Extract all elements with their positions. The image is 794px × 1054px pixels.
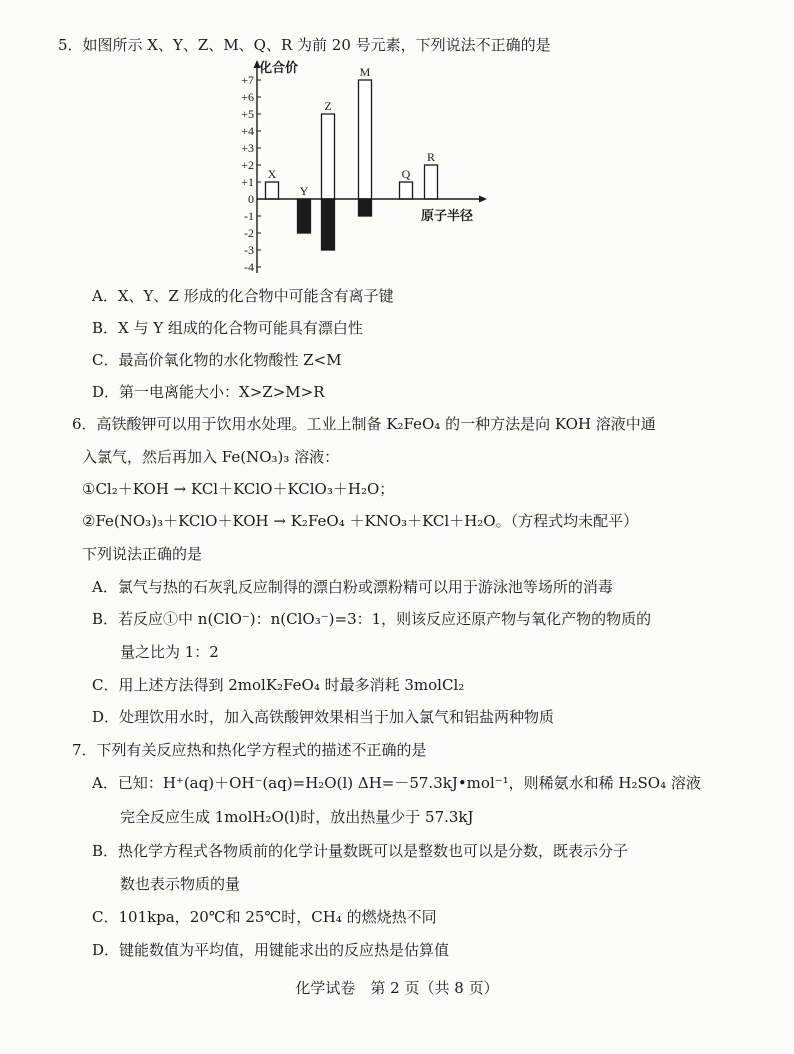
element-label-Z: Z <box>324 99 332 113</box>
q6-stem-line1: 6．高铁酸钾可以用于饮用水处理。工业上制备 K₂FeO₄ 的一种方法是向 KOH 溶液中通 <box>72 415 656 433</box>
q6-option-b-line1: B．若反应①中 n(ClO⁻)：n(ClO₃⁻)=3：1，则该反应还原产物与氧化产物的物质的 <box>92 610 652 628</box>
y-tick-label: +5 <box>241 107 254 121</box>
q5-stem: 5．如图所示 X、Y、Z、M、Q、R 为前 20 号元素，下列说法不正确的是 <box>58 36 551 54</box>
bar-M-positive <box>359 80 372 199</box>
y-tick-label: -4 <box>244 260 254 274</box>
valence-bar-chart <box>225 58 495 283</box>
x-axis-arrow <box>479 196 487 203</box>
q6-option-d: D．处理饮用水时，加入高铁酸钾效果相当于加入氯气和铝盐两种物质 <box>92 708 555 726</box>
y-tick-label: +2 <box>241 158 254 172</box>
y-tick-label: -1 <box>244 209 254 223</box>
q7-option-a-line2: 完全反应生成 1molH₂O(l)时，放出热量少于 57.3kJ <box>120 808 474 826</box>
y-tick-label: +3 <box>241 141 254 155</box>
bar-R-positive <box>425 165 438 199</box>
q7-option-c: C．101kpa，20℃和 25℃时，CH₄ 的燃烧热不同 <box>92 908 437 926</box>
q6-stem-line2: 入氯气，然后再加入 Fe(NO₃)₃ 溶液： <box>82 448 340 466</box>
bar-Y-negative <box>298 199 311 233</box>
y-axis-title: 化合价 <box>259 61 299 76</box>
q7-option-a-line1: A．已知：H⁺(aq)＋OH⁻(aq)=H₂O(l) ΔH=－57.3kJ•mol⁻¹，则稀氨水和稀 H₂SO₄ 溶液 <box>92 774 701 792</box>
y-tick-label: -3 <box>244 243 254 257</box>
q5-option-d: D．第一电离能大小：X>Z>M>R <box>92 383 325 401</box>
bar-X-positive <box>266 182 279 199</box>
q7-option-b-line1: B．热化学方程式各物质前的化学计量数既可以是整数也可以是分数，既表示分子 <box>92 842 629 860</box>
y-tick-label: +1 <box>241 175 254 189</box>
q6-equation-2: ②Fe(NO₃)₃＋KClO＋KOH → K₂FeO₄ ＋KNO₃＋KCl＋H₂O。（方程式均未配平） <box>82 512 639 530</box>
element-label-R: R <box>426 150 436 164</box>
y-tick-label: +7 <box>241 73 254 87</box>
page-footer: 化学试卷 第 2 页（共 8 页） <box>295 979 499 997</box>
y-tick-label: +4 <box>241 124 254 138</box>
q6-equation-1: ①Cl₂＋KOH → KCl＋KClO＋KClO₃＋H₂O； <box>82 480 395 498</box>
q6-option-a: A．氯气与热的石灰乳反应制得的漂白粉或漂粉精可以用于游泳池等场所的消毒 <box>92 578 613 596</box>
y-tick-label: -2 <box>244 226 254 240</box>
q5-option-a: A．X、Y、Z 形成的化合物中可能含有离子键 <box>92 287 394 305</box>
element-label-M: M <box>359 65 371 79</box>
bar-Q-positive <box>400 182 413 199</box>
q6-question: 下列说法正确的是 <box>82 545 203 563</box>
y-tick-label: +6 <box>241 90 254 104</box>
q6-option-b-line2: 量之比为 1：2 <box>120 643 219 661</box>
q7-stem: 7．下列有关反应热和热化学方程式的描述不正确的是 <box>72 741 427 759</box>
element-label-Q: Q <box>401 167 411 181</box>
q7-option-d: D．键能数值为平均值，用键能求出的反应热是估算值 <box>92 941 450 959</box>
q5-option-c: C．最高价氧化物的水化物酸性 Z<M <box>92 351 342 369</box>
y-tick-label: 0 <box>248 192 254 206</box>
element-label-X: X <box>267 167 277 181</box>
q7-option-b-line2: 数也表示物质的量 <box>120 875 241 893</box>
bar-Z-positive <box>322 114 335 199</box>
x-axis-title: 原子半径 <box>421 209 474 224</box>
element-label-Y: Y <box>299 184 309 198</box>
q5-option-b: B．X 与 Y 组成的化合物可能具有漂白性 <box>92 319 363 337</box>
bar-M-negative <box>359 199 372 216</box>
q6-option-c: C．用上述方法得到 2molK₂FeO₄ 时最多消耗 3molCl₂ <box>92 676 465 694</box>
bar-Z-negative <box>322 199 335 250</box>
